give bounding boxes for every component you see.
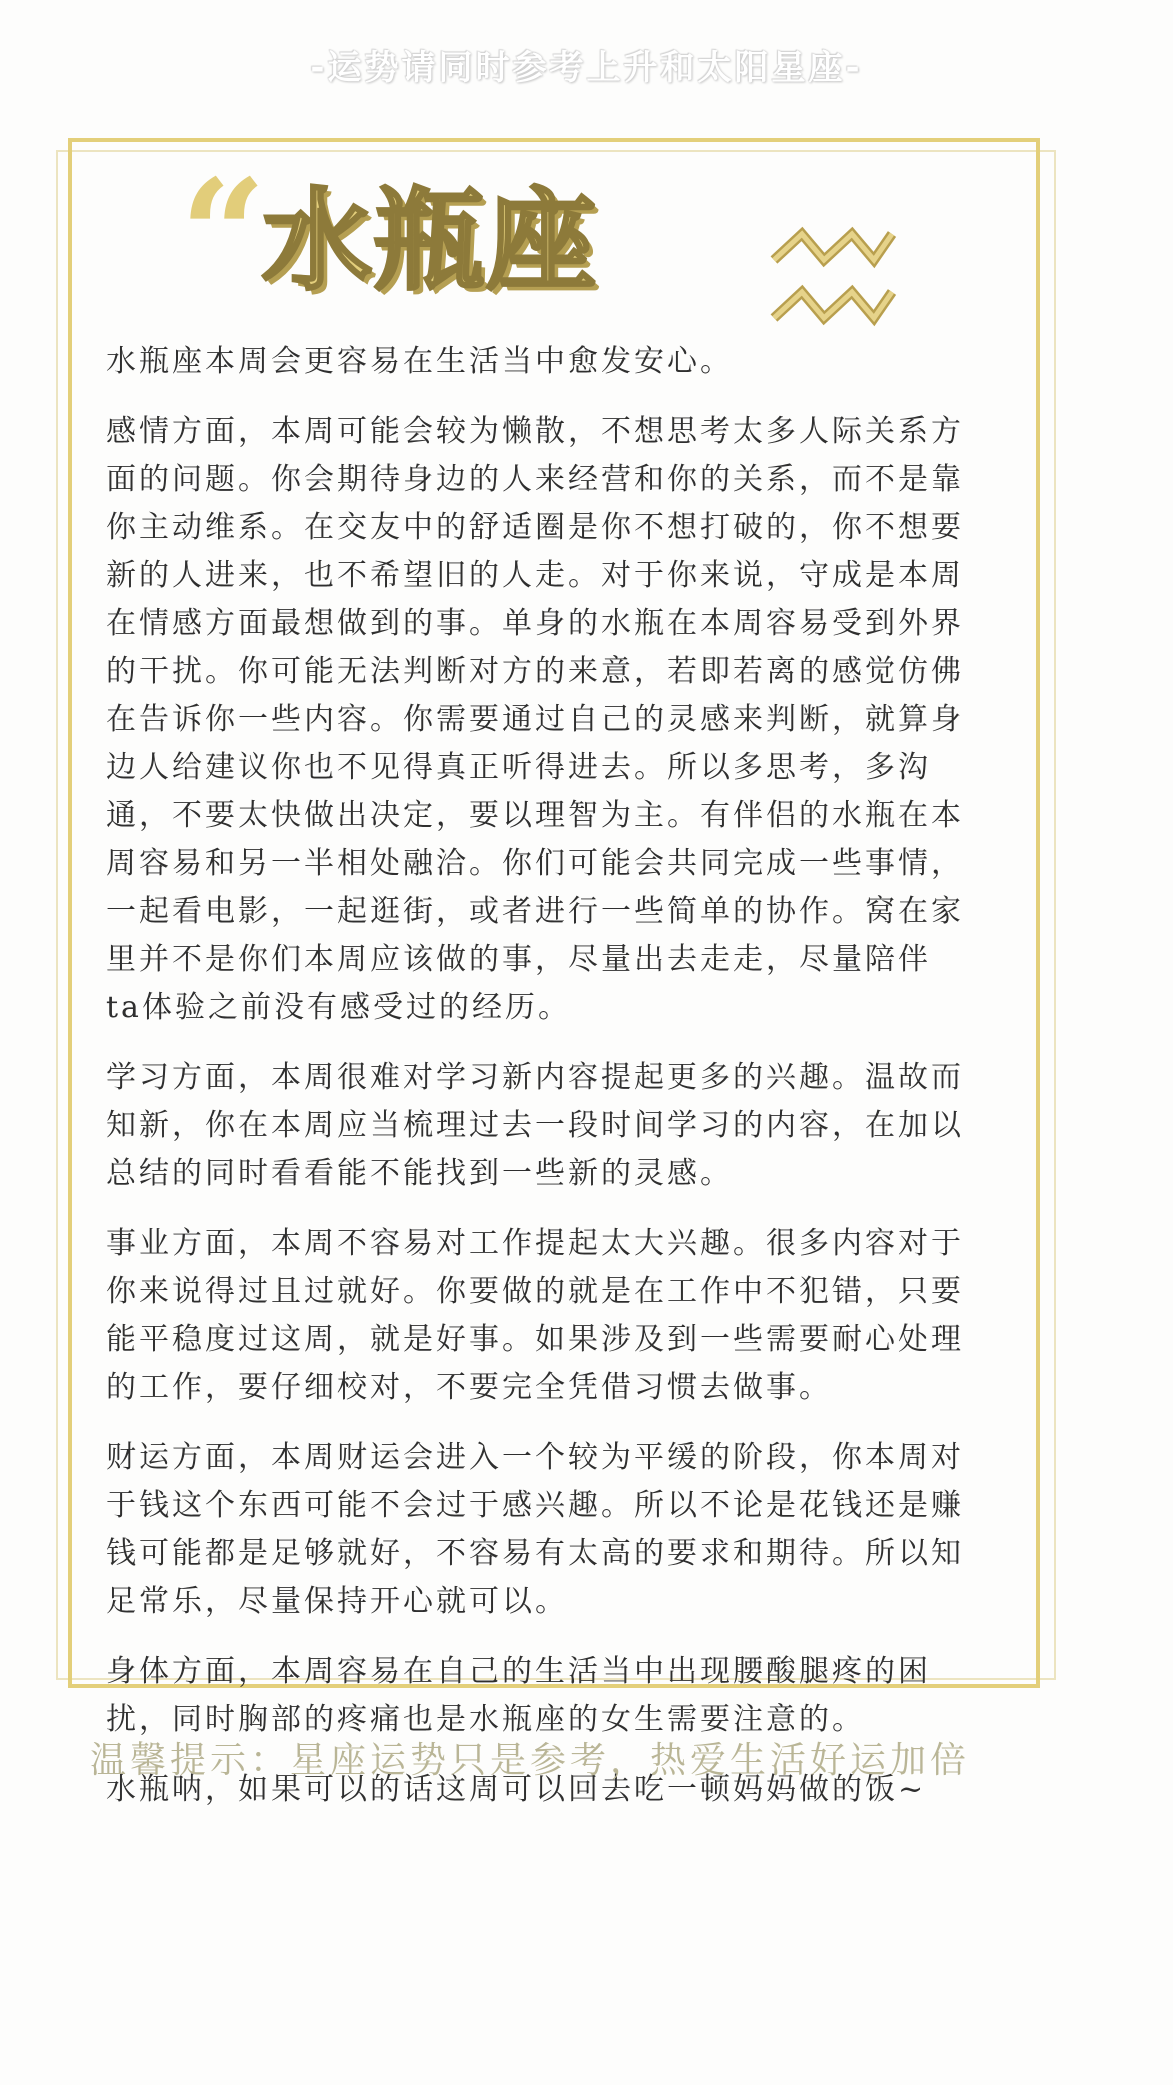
horoscope-content bbox=[106, 338, 966, 1836]
career-paragraph: 事业方面，本周不容易对工作提起太大兴趣。很多内容对于你来说得过且过就好。你要做的就是在工作中不犯错，只要能平稳度过这周，就是好事。如果涉及到一些需要耐心处理的工作，要仔细校对，不要完全凭借习惯去做事。 bbox=[106, 1226, 964, 1405]
closing-paragraph: 水瓶呐，如果可以的话这周可以回去吃一顿妈妈做的饭~ bbox=[106, 1772, 927, 1807]
footer-tip: 温馨提示：星座运势只是参考，热爱生活好运加倍 bbox=[90, 1740, 971, 1781]
wealth-paragraph: 财运方面，本周财运会进入一个较为平缓的阶段，你本周对于钱这个东西可能不会过于感兴趣。所以不论是花钱还是赚钱可能都是足够就好，不容易有太高的要求和期待。所以知足常乐，尽量保持开心就可以。 bbox=[106, 1440, 964, 1619]
aquarius-symbol-icon bbox=[768, 220, 898, 332]
intro-paragraph: 水瓶座本周会更容易在生活当中愈发安心。 bbox=[106, 344, 733, 379]
study-paragraph: 学习方面，本周很难对学习新内容提起更多的兴趣。温故而知新，你在本周应当梳理过去一段时间学习的内容，在加以总结的同时看看能不能找到一些新的灵感。 bbox=[106, 1060, 964, 1191]
quote-mark: “ bbox=[180, 147, 267, 323]
love-paragraph: 感情方面，本周可能会较为懒散，不想思考太多人际关系方面的问题。你会期待身边的人来经营和你的关系，而不是靠你主动维系。在交友中的舒适圈是你不想打破的，你不想要新的人进来，也不希望旧的人走。对于你来说，守成是本周在情感方面最想做到的事。单身的水瓶在本周容易受到外界的干扰。你可能无法判断对方的来意，若即若离的感觉仿佛在告诉你一些内容。你需要通过自己的灵感来判断，就算身边人给建议你也不见得真正听得进去。所以多思考，多沟通，不要太快做出决定，要以理智为主。有伴侣的水瓶在本周容易和另一半相处融洽。你们可能会共同完成一些事情，一起看电影，一起逛街，或者进行一些简单的协作。窝在家里并不是你们本周应该做的事，尽量出去走走，尽量陪伴ta体验之前没有感受过的经历。 bbox=[106, 414, 964, 1025]
zodiac-title: 水瓶座 bbox=[262, 177, 598, 305]
health-paragraph: 身体方面，本周容易在自己的生活当中出现腰酸腿疼的困扰，同时胸部的疼痛也是水瓶座的女生需要注意的。 bbox=[106, 1654, 931, 1737]
top-note: -运势请同时参考上升和太阳星座- bbox=[310, 48, 863, 88]
